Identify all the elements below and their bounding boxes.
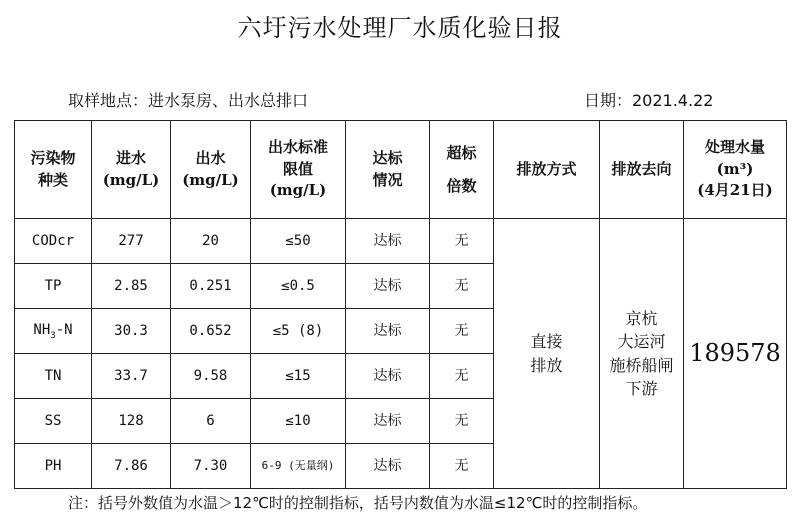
exceed-multiple: 无 <box>430 399 494 444</box>
outflow-value: 0.652 <box>171 309 251 354</box>
footnote: 注：括号外数值为水温＞12℃时的控制指标，括号内数值为水温≤12℃时的控制指标。 <box>68 494 648 512</box>
limit-value: ≤5 (8) <box>251 309 346 354</box>
exceed-multiple: 无 <box>430 354 494 399</box>
outflow-value: 6 <box>171 399 251 444</box>
header-discharge-destination: 排放去向 <box>600 121 684 219</box>
pollutant-name: TP <box>15 264 92 309</box>
exceed-multiple: 无 <box>430 264 494 309</box>
inflow-value: 30.3 <box>92 309 171 354</box>
header-compliance: 达标 情况 <box>346 121 430 219</box>
header-discharge-method: 排放方式 <box>494 121 600 219</box>
outflow-value: 7.30 <box>171 444 251 489</box>
outflow-value: 20 <box>171 219 251 264</box>
inflow-value: 277 <box>92 219 171 264</box>
header-outflow: 出水 (mg/L) <box>171 121 251 219</box>
treated-volume-value: 189578 <box>684 219 787 489</box>
header-inflow: 进水 (mg/L) <box>92 121 171 219</box>
header-treated-volume: 处理水量 (m³) (4月21日) <box>684 121 787 219</box>
header-limit: 出水标准 限值 (mg/L) <box>251 121 346 219</box>
pollutant-name: CODcr <box>15 219 92 264</box>
report-date: 日期：2021.4.22 <box>584 91 714 110</box>
exceed-multiple: 无 <box>430 219 494 264</box>
pollutant-name: TN <box>15 354 92 399</box>
outflow-value: 9.58 <box>171 354 251 399</box>
pollutant-name: PH <box>15 444 92 489</box>
compliance-status: 达标 <box>346 399 430 444</box>
discharge-method-cell: 直接 排放 <box>494 219 600 489</box>
pollutant-name: SS <box>15 399 92 444</box>
compliance-status: 达标 <box>346 354 430 399</box>
water-quality-table <box>14 120 787 489</box>
compliance-status: 达标 <box>346 309 430 354</box>
inflow-value: 7.86 <box>92 444 171 489</box>
limit-value: ≤0.5 <box>251 264 346 309</box>
exceed-multiple: 无 <box>430 309 494 354</box>
sampling-location: 取样地点：进水泵房、出水总排口 <box>68 91 309 110</box>
limit-value: ≤10 <box>251 399 346 444</box>
report-title: 六圩污水处理厂水质化验日报 <box>237 14 563 42</box>
inflow-value: 2.85 <box>92 264 171 309</box>
table-row <box>15 219 787 264</box>
header-pollutant: 污染物 种类 <box>15 121 92 219</box>
discharge-destination-cell: 京杭 大运河 施桥船闸 下游 <box>600 219 684 489</box>
limit-value: ≤15 <box>251 354 346 399</box>
exceed-multiple: 无 <box>430 444 494 489</box>
outflow-value: 0.251 <box>171 264 251 309</box>
pollutant-name: $NH_3-N$ <box>15 309 92 354</box>
table-header-row <box>15 121 787 219</box>
limit-value: 6-9 (无量纲) <box>251 444 346 489</box>
header-exceed: 超标 倍数 <box>430 121 494 219</box>
inflow-value: 33.7 <box>92 354 171 399</box>
compliance-status: 达标 <box>346 264 430 309</box>
compliance-status: 达标 <box>346 444 430 489</box>
limit-value: ≤50 <box>251 219 346 264</box>
compliance-status: 达标 <box>346 219 430 264</box>
inflow-value: 128 <box>92 399 171 444</box>
